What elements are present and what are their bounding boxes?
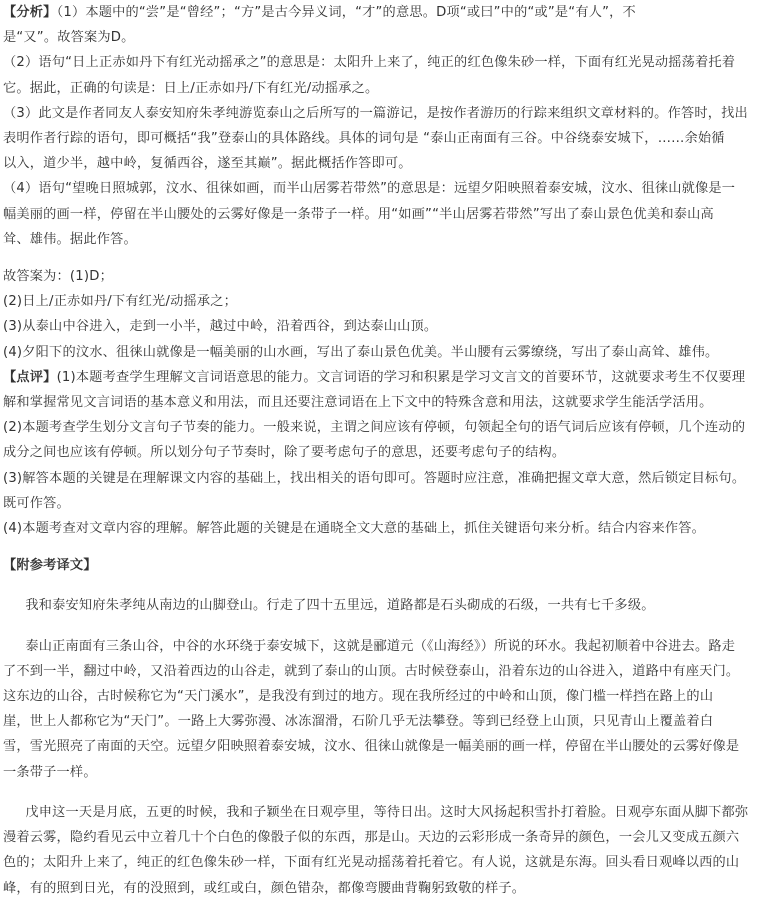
translation-line: 峰，有的照到日光，有的没照到，或红或白，颜色错杂，都像弯腰曲背鞠躬致敬的样子。 [3, 880, 526, 896]
analysis-text: （1）本题中的“尝”是“曾经”；“方”是古今异义词，“才”的意思。D项“或曰”中的“或”是“有人”，不 [56, 5, 636, 20]
spacer [3, 252, 777, 264]
comment-line [3, 365, 777, 390]
translation-line: 漫着云雾，隐约看见云中立着几十个白色的像骰子似的东西，那是山。天边的云彩形成一条奇异的颜色，一会儿又变成五颜六 [3, 830, 740, 846]
translation-line: 戊申这一天是月底，五更的时候，我和子颖坐在日观亭里，等待日出。这时大风扬起积雪扑打着脸。日观亭东面从脚下都弥 [12, 804, 749, 820]
spacer [3, 619, 777, 634]
analysis-line: （2）语句“日上正赤如丹下有红光动摇承之”的意思是：太阳升上来了，纯正的红色像朱砂一样，下面有红光晃动摇荡着托着 [3, 55, 736, 71]
comment-line: 成分之间也应该有停顿。所以划分句子节奏时，除了要考虑句子的意思，还要考虑句子的结构。 [3, 445, 566, 461]
answers-section [3, 264, 777, 365]
comment-tag: 【点评】 [3, 369, 57, 385]
spacer [3, 578, 777, 593]
translation-line: 这东边的山谷，古时候称它为“天门溪水”，是我没有到过的地方。现在我所经过的中岭和山顶，像门槛一样挡在路上的山 [3, 689, 714, 705]
translation-line: 一条带子一样。 [3, 764, 97, 780]
analysis-line: 表明作者行踪的语句，即可概括“我”登泰山的具体路线。具体的词句是 “泰山正南面有三谷。中谷绕泰安城下，……余始循 [3, 131, 725, 147]
comment-line: 解和掌握常见文言词语的基本意义和用法，而且还要注意词语在上下文中的特殊含意和用法，这就要求学生能活学活用。 [3, 395, 713, 411]
spacer [3, 785, 777, 800]
comment-line: (2)本题考查学生划分文言句子节奏的能力。一般来说，主谓之间应该有停顿，句领起全句的语气词后应该有停顿，几个连动的 [3, 420, 746, 436]
analysis-line [3, 0, 777, 25]
analysis-line: （3）此文是作者同友人泰安知府朱孝纯游览泰山之后所写的一篇游记，是按作者游历的行踪来组织文章材料的。作答时，找出 [3, 105, 748, 121]
comment-section [3, 365, 777, 541]
answer-line: (3)从泰山中谷进入，走到一小半，越过中岭，沿着西谷，到达泰山山顶。 [3, 319, 438, 335]
translation-line: 雪，雪光照亮了南面的天空。远望夕阳映照着泰安城，汶水、徂徕山就像是一幅美丽的画一样，停留在半山腰处的云雾好像是 [3, 739, 740, 755]
analysis-tag: 【分析】 [3, 5, 57, 20]
translation-tag: 【附参考译文】 [3, 558, 97, 574]
analysis-line: 它。据此，正确的句读是：日上/正赤如丹/下有红光/动摇承之。 [3, 80, 379, 96]
comment-line: (4)本题考查对文章内容的理解。解答此题的关键是在通晓全文大意的基础上，抓住关键语句来分析。结合内容来作答。 [3, 521, 706, 537]
translation-line: 了不到一半，翻过中岭，又沿着西边的山谷走，就到了泰山的山顶。古时候登泰山，沿着东边的山谷进入，道路中有座天门。 [3, 663, 740, 679]
comment-text: (1)本题考查学生理解文言词语意思的能力。文言词语的学习和积累是学习文言文的首要环节，这就要求考生不仅要理 [56, 369, 746, 385]
translation-line: 崖，世上人都称它为“天门”。一路上大雾弥漫、冰冻溜滑，石阶几乎无法攀登。等到已经登上山顶，只见青山上覆盖着白 [3, 714, 714, 730]
analysis-line: 是“又”。故答案为D。 [3, 30, 135, 46]
translation-line: 泰山正南面有三条山谷，中谷的水环绕于泰安城下，这就是郦道元（《山海经》）所说的环水。我起初顺着中谷进去。路走 [12, 638, 736, 654]
analysis-line: （4）语句“望晚日照城郭，汶水、徂徕如画，而半山居雾若带然”的意思是：远望夕阳映照着泰安城，汶水、徂徕山就像是一 [3, 181, 736, 197]
answer-line: (2)日上/正赤如丹/下有红光/动摇承之； [3, 294, 238, 310]
analysis-line: 以入，道少半，越中岭，复循西谷，遂至其巅”。据此概括作答即可。 [3, 156, 412, 172]
analysis-section [3, 0, 777, 252]
answer-line: 故答案为：(1)D； [3, 269, 113, 285]
translation-heading [3, 553, 777, 578]
translation-line: 色的；太阳升上来了，纯正的红色像朱砂一样，下面有红光晃动摇荡着托着它。有人说，这就是东海。回头看日观峰以西的山 [3, 855, 740, 871]
answer-line: (4)夕阳下的汶水、徂徕山就像是一幅美丽的山水画，写出了泰山景色优美。半山腰有云雾缭绕，写出了泰山高耸、雄伟。 [3, 344, 719, 360]
comment-line: (3)解答本题的关键是在理解课文内容的基础上，找出相关的语句即可。答题时应注意，准确把握文章大意，然后锁定目标句。 [3, 470, 746, 486]
analysis-line: 幅美丽的画一样，停留在半山腰处的云雾好像是一条带子一样。用“如画”“半山居雾若带然”写出了泰山景色优美和泰山高 [3, 206, 714, 222]
translation-line: 我和泰安知府朱孝纯从南边的山脚登山。行走了四十五里远，道路都是石头砌成的石级，一共有七千多级。 [12, 598, 655, 614]
comment-line: 既可作答。 [3, 495, 70, 511]
analysis-line: 耸、雄伟。据此作答。 [3, 231, 137, 247]
translation-section [3, 553, 777, 900]
spacer [3, 541, 777, 553]
